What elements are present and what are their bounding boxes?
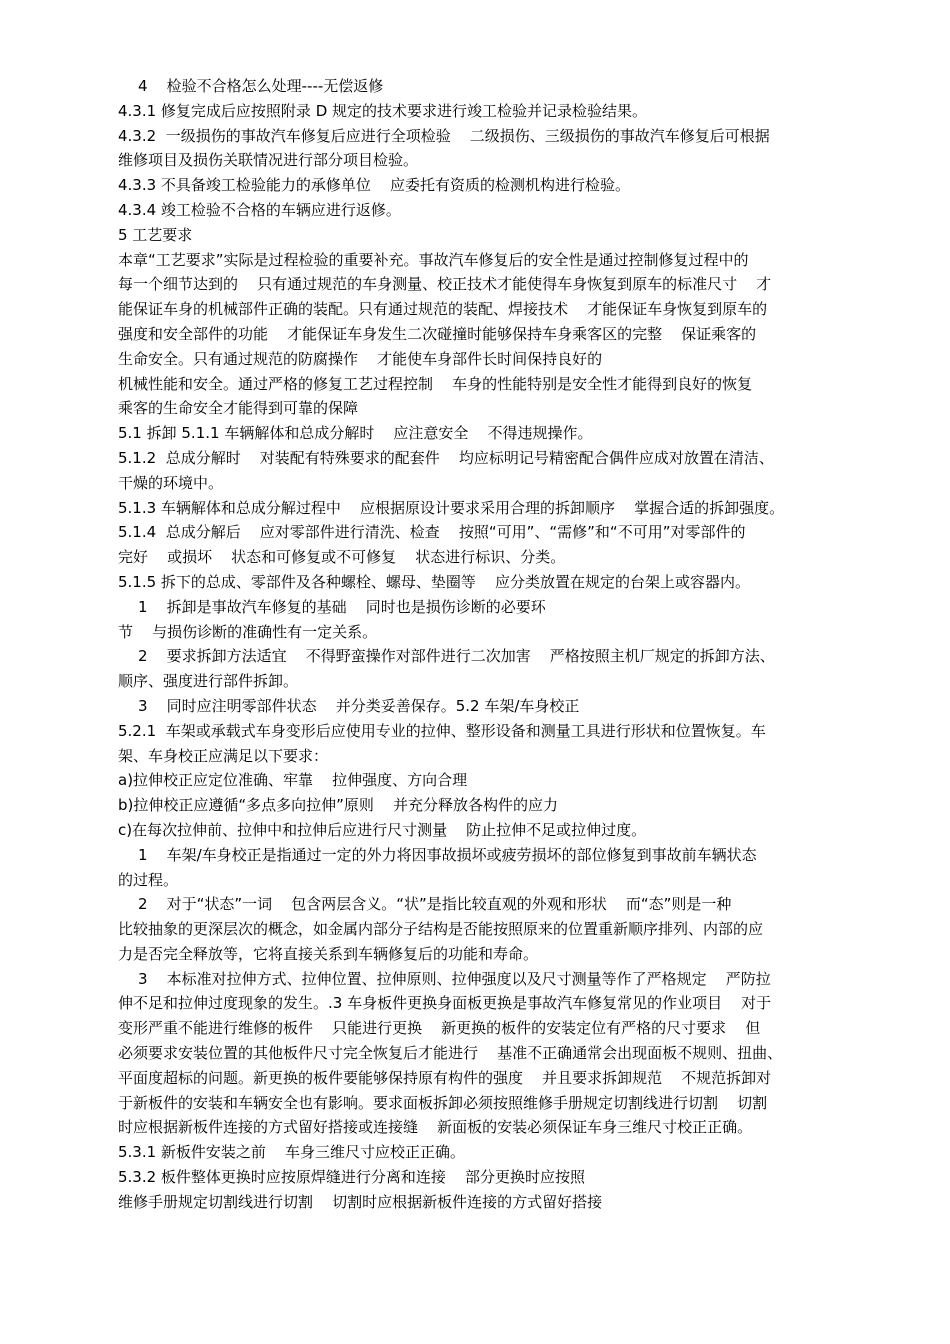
text-line: 力是否完全释放等，它将直接关系到车辆修复后的功能和寿命。 <box>118 944 539 963</box>
text-line: 4.3.1 修复完成后应按照附录 D 规定的技术要求进行竣工检验并记录检验结果。 <box>118 101 648 120</box>
text-line: 机械性能和安全。通过严格的修复工艺过程控制 车身的性能特别是安全性才能得到良好的恢复 <box>118 374 753 393</box>
text-line: 5.1.2 总成分解时 对装配有特殊要求的配套件 均应标明记号精密配合偶件应成对放置在清洁、 <box>118 448 774 467</box>
text-line: 比较抽象的更深层次的概念，如金属内部分子结构是否能按照原来的位置重新顺序排列、内部的应 <box>118 920 764 939</box>
text-line: 生命安全。只有通过规范的防腐操作 才能使车身部件长时间保持良好的 <box>118 349 603 368</box>
text-line: 本章“工艺要求”实际是过程检验的重要补充。事故汽车修复后的安全性是通过控制修复过程中的 <box>118 250 749 269</box>
text-line: 变形严重不能进行维修的板件 只能进行更换 新更换的板件的安装定位有严格的尺寸要求 但 <box>118 1019 761 1038</box>
text-line: 5.1.3 车辆解体和总成分解过程中 应根据原设计要求采用合理的拆卸顺序 掌握合适的拆卸强度。 <box>118 498 785 517</box>
text-line: 2 对于“状态”一词 包含两层含义。“状”是指比较直观的外观和形状 而“态”则是一种 <box>138 895 732 914</box>
text-line: 维修项目及损伤关联情况进行部分项目检验。 <box>118 151 419 170</box>
text-line: 5.3.1 新板件安装之前 车身三维尺寸应校正正确。 <box>118 1143 466 1162</box>
text-line: 必须要求安装位置的其他板件尺寸完全恢复后才能进行 基准不正确通常会出现面板不规则、扭曲、 <box>118 1044 783 1063</box>
text-line: 顺序、强度进行部件拆卸。 <box>118 672 299 691</box>
text-line: a)拉伸校正应定位准确、牢靠 拉伸强度、方向合理 <box>118 771 468 790</box>
document-page <box>118 74 842 1215</box>
text-line: 4.3.2 一级损伤的事故汽车修复后应进行全项检验 二级损伤、三级损伤的事故汽车修复后可根据 <box>118 126 770 145</box>
text-line: 5.1.5 拆下的总成、零部件及各种螺栓、螺母、垫圈等 应分类放置在规定的台架上或容器内。 <box>118 572 751 591</box>
text-line: 强度和安全部件的功能 才能保证车身发生二次碰撞时能够保持车身乘客区的完整 保证乘客的 <box>118 324 757 343</box>
text-line: 5 工艺要求 <box>118 225 193 244</box>
text-line: 每一个细节达到的 只有通过规范的车身测量、校正技术才能使得车身恢复到原车的标准尺寸 才 <box>118 275 772 294</box>
text-line: 平面度超标的问题。新更换的板件要能够保持原有构件的强度 并且要求拆卸规范 不规范拆卸对 <box>118 1068 772 1087</box>
text-line: 2 要求拆卸方法适宜 不得野蛮操作对部件进行二次加害 严格按照主机厂规定的拆卸方法、 <box>138 647 775 666</box>
text-line: 的过程。 <box>118 870 179 889</box>
text-line: 1 车架/车身校正是指通过一定的外力将因事故损坏或疲劳损坏的部位修复到事故前车辆状态 <box>138 845 757 864</box>
text-line: 4.3.3 不具备竣工检验能力的承修单位 应委托有资质的检测机构进行检验。 <box>118 176 631 195</box>
text-line: 5.1.4 总成分解后 应对零部件进行清洗、检查 按照“可用”、“需修”和“不可用”对零部件的 <box>118 523 746 542</box>
text-line: 5.2.1 车架或承载式车身变形后应使用专业的拉伸、整形设备和测量工具进行形状和位置恢复。车 <box>118 721 766 740</box>
text-line: 伸不足和拉伸过度现象的发生。.3 车身板件更换身面板更换是事故汽车修复常见的作业项目 对于 <box>118 994 772 1013</box>
text-line: c)在每次拉伸前、拉伸中和拉伸后应进行尺寸测量 防止拉伸不足或拉伸过度。 <box>118 820 647 839</box>
text-line: 维修手册规定切割线进行切割 切割时应根据新板件连接的方式留好搭接 <box>118 1192 603 1211</box>
text-line: 5.1 拆卸 5.1.1 车辆解体和总成分解时 应注意安全 不得违规操作。 <box>118 424 593 443</box>
text-line: 干燥的环境中。 <box>118 473 224 492</box>
text-line: 完好 或损坏 状态和可修复或不可修复 状态进行标识、分类。 <box>118 548 566 567</box>
text-line: 4 检验不合格怎么处理----无偿返修 <box>138 77 384 95</box>
text-line: 架、车身校正应满足以下要求： <box>118 746 329 765</box>
text-line: 5.3.2 板件整体更换时应按原焊缝进行分离和连接 部分更换时应按照 <box>118 1168 586 1187</box>
text-line: 3 本标准对拉伸方式、拉伸位置、拉伸原则、拉伸强度以及尺寸测量等作了严格规定 严防拉 <box>138 969 771 988</box>
text-line: 于新板件的安装和车辆安全也有影响。要求面板拆卸必须按照维修手册规定切割线进行切割 切割 <box>118 1093 768 1112</box>
text-line: 1 拆卸是事故汽车修复的基础 同时也是损伤诊断的必要环 <box>138 597 546 616</box>
text-line: 时应根据新板件连接的方式留好搭接或连接缝 新面板的安装必须保证车身三维尺寸校正正确。 <box>118 1118 753 1137</box>
text-line: 节 与损伤诊断的准确性有一定关系。 <box>118 622 378 641</box>
text-line: b)拉伸校正应遵循“多点多向拉伸”原则 并充分释放各构件的应力 <box>118 796 558 815</box>
text-line: 乘客的生命安全才能得到可靠的保障 <box>118 399 359 418</box>
text-line: 4.3.4 竣工检验不合格的车辆应进行返修。 <box>118 200 401 219</box>
text-line: 3 同时应注明零部件状态 并分类妥善保存。5.2 车架/车身校正 <box>138 696 580 715</box>
text-line: 能保证车身的机械部件正确的装配。只有通过规范的装配、焊接技术 才能保证车身恢复到原车的 <box>118 300 768 319</box>
